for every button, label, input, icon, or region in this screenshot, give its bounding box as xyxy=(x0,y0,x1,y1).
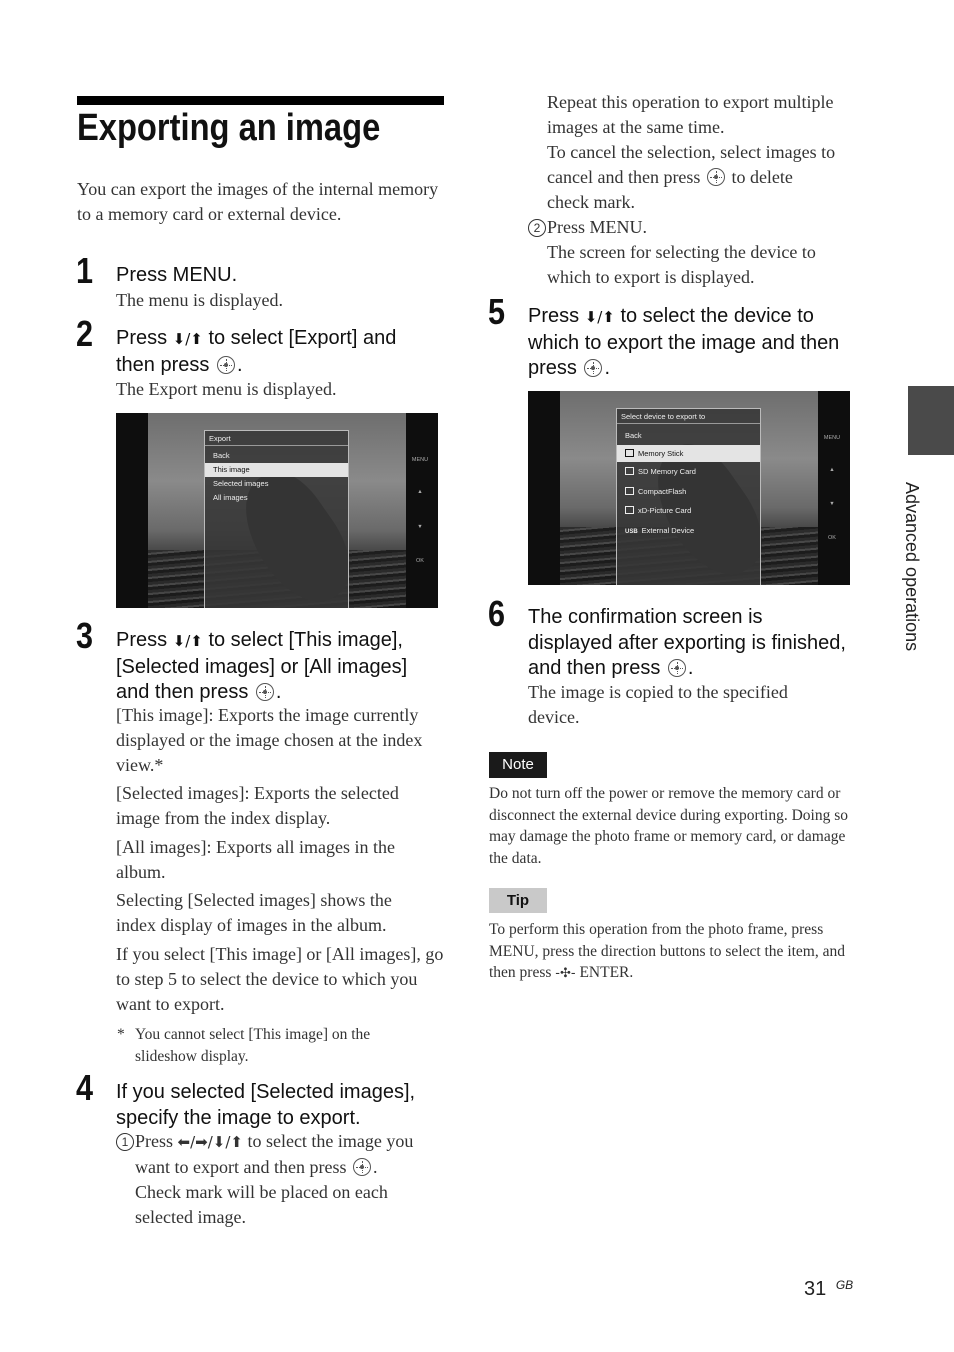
step-body: [All images]: Exports all images in the album. xyxy=(116,837,395,882)
sd-card-icon xyxy=(625,467,634,475)
side-label-ok: OK xyxy=(828,535,836,541)
enter-direction-icon: -✣- xyxy=(555,966,576,982)
side-label-ok: OK xyxy=(416,558,424,564)
intro-text: You can export the images of the internal memory to a memory card or external device. xyxy=(77,179,439,224)
step-heading: Press MENU. xyxy=(116,264,238,286)
enter-button-icon xyxy=(584,359,602,377)
menu-item-label: External Device xyxy=(641,526,695,535)
step-body: [Selected images]: Exports the selected image from the index display. xyxy=(116,783,399,828)
substep-text: Repeat this operation to export multiple images at the same time. xyxy=(547,92,834,137)
step-number: 6 xyxy=(488,593,506,634)
heading-text: [Selected images] or [All images] xyxy=(116,655,408,678)
heading-text: and then press xyxy=(116,681,254,703)
step-heading: Press ⬇/⬆ to select [Export] and then press . xyxy=(116,327,397,376)
section-tab xyxy=(908,386,954,455)
substep-number: 2 xyxy=(528,219,546,237)
step-number: 2 xyxy=(76,313,94,354)
step-body: The image is copied to the specified device. xyxy=(528,682,788,727)
menu-item-label: SD Memory Card xyxy=(638,467,696,476)
heading-text: then press xyxy=(116,353,215,376)
enter-button-icon xyxy=(217,356,235,374)
step-heading: Press ⬇/⬆ to select [This image], [Selected images] or [All images] and then press . xyxy=(116,629,408,703)
enter-button-icon xyxy=(353,1158,371,1176)
menu-item-compactflash[interactable] xyxy=(617,482,760,501)
substep-text xyxy=(547,140,867,215)
note-text: Do not turn off the power or remove the memory card or disconnect the external device during exporting. Doing so may damage the photo frame or memory card, or damage the data. xyxy=(489,785,848,868)
tip-text-part: ENTER. xyxy=(575,964,634,982)
note-label: Note xyxy=(489,752,547,778)
compactflash-icon xyxy=(625,487,634,495)
heading-text: Press xyxy=(528,305,585,327)
substep-text: To cancel the selection, select images to xyxy=(547,142,836,162)
substep-number: 1 xyxy=(116,1133,134,1151)
substep-text: want to export and then press xyxy=(135,1157,351,1177)
device-menu-panel xyxy=(616,408,761,585)
xd-card-icon xyxy=(625,506,634,514)
step-heading: The confirmation screen is displayed after exporting is finished, and then press . xyxy=(528,606,846,679)
substep-text: check mark. xyxy=(547,192,635,212)
side-label-up: ▲ xyxy=(829,467,835,473)
four-way-arrows-icon: ⬅/➡/⬇/⬆ xyxy=(177,1133,243,1151)
step-body: If you select [This image] or [All images], go to step 5 to select the device to which you want to export. xyxy=(116,944,444,1014)
export-menu-screenshot xyxy=(116,413,438,608)
menu-title: Export xyxy=(205,431,348,446)
page-number-value: 31 xyxy=(804,1278,827,1300)
page-number xyxy=(804,1278,853,1301)
side-label-menu: MENU xyxy=(411,457,429,463)
enter-button-icon xyxy=(707,168,725,186)
down-up-arrows-icon: ⬇/⬆ xyxy=(172,330,203,348)
menu-item-back[interactable]: Back xyxy=(625,431,642,440)
heading-text: press xyxy=(528,357,583,379)
menu-item-back[interactable]: Back xyxy=(213,451,230,460)
footnote-mark: * xyxy=(117,1026,125,1043)
menu-item-label: xD-Picture Card xyxy=(638,506,692,515)
menu-item-external-device[interactable] xyxy=(617,521,760,540)
side-label-down: ▼ xyxy=(829,501,835,507)
heading-text: Press xyxy=(116,629,173,651)
substep-text: Press MENU. xyxy=(547,217,648,237)
tip-label: Tip xyxy=(489,888,547,913)
title-rule xyxy=(77,96,444,105)
side-label-down: ▼ xyxy=(417,524,423,530)
menu-title: Select device to export to xyxy=(617,409,760,424)
menu-item-all-images[interactable]: All images xyxy=(213,493,248,502)
substep-text: cancel and then press xyxy=(547,167,705,187)
export-menu-panel xyxy=(204,430,349,608)
menu-item-sd-card[interactable] xyxy=(617,462,760,482)
memory-stick-icon xyxy=(625,449,634,457)
step-heading: Press ⬇/⬆ to select the device to which to export the image and then press . xyxy=(528,305,840,379)
substep-1 xyxy=(116,1129,446,1155)
menu-item-label: CompactFlash xyxy=(638,487,687,496)
step-number: 5 xyxy=(488,291,506,332)
substep-text: to select the image you xyxy=(242,1131,414,1151)
step-number: 4 xyxy=(76,1067,94,1108)
step-number: 3 xyxy=(76,615,94,656)
down-up-arrows-icon: ⬇/⬆ xyxy=(172,632,203,650)
menu-item-selected-images[interactable]: Selected images xyxy=(213,479,269,488)
heading-text: to select [Export] and xyxy=(202,327,397,349)
step-body: Selecting [Selected images] shows the index display of images in the album. xyxy=(116,890,392,935)
footnote: You cannot select [This image] on the slideshow display. xyxy=(135,1026,371,1065)
usb-icon: USB xyxy=(625,529,638,535)
heading-text: The confirmation screen is xyxy=(528,606,763,628)
heading-text: displayed after exporting is finished, xyxy=(528,631,846,654)
heading-text: to select [This image], xyxy=(202,629,403,651)
step-body: [This image]: Exports the image currently displayed or the image chosen at the index view.* xyxy=(116,705,423,775)
side-label-up: ▲ xyxy=(417,489,423,495)
enter-button-icon xyxy=(668,659,686,677)
page-title: Exporting an image xyxy=(77,107,381,149)
section-tab-label: Advanced operations xyxy=(902,482,922,652)
enter-button-icon xyxy=(256,683,274,701)
tip-text xyxy=(489,919,859,985)
side-label-menu: MENU xyxy=(823,435,841,441)
substep-2 xyxy=(528,215,647,240)
step-body: The Export menu is displayed. xyxy=(116,379,337,399)
page-suffix: GB xyxy=(835,1278,854,1292)
heading-text: to select the device to xyxy=(614,305,814,327)
substep-text: The screen for selecting the device to which to export is displayed. xyxy=(547,242,816,287)
substep-text: Press xyxy=(135,1131,178,1151)
substep-text: Check mark will be placed on each selected image. xyxy=(135,1182,388,1227)
menu-item-label: Memory Stick xyxy=(638,449,684,458)
heading-text: and then press xyxy=(528,657,666,679)
heading-text: Press xyxy=(116,327,173,349)
substep-text: to delete xyxy=(726,167,793,187)
step-body: The menu is displayed. xyxy=(116,290,283,310)
menu-item-memory-stick[interactable] xyxy=(617,445,760,462)
tip-text-part: To perform this operation from the photo frame, press MENU, press the direction buttons to select the item, and then press xyxy=(489,921,845,982)
menu-item-this-image[interactable]: This image xyxy=(205,463,348,477)
down-up-arrows-icon: ⬇/⬆ xyxy=(584,308,615,326)
device-select-screenshot xyxy=(528,391,850,585)
step-heading: If you selected [Selected images], specify the image to export. xyxy=(116,1081,416,1129)
menu-item-xd-card[interactable] xyxy=(617,501,760,521)
step-number: 1 xyxy=(76,250,94,291)
heading-text: which to export the image and then xyxy=(528,331,840,354)
substep-1-cont: want to export and then press . xyxy=(135,1157,378,1177)
